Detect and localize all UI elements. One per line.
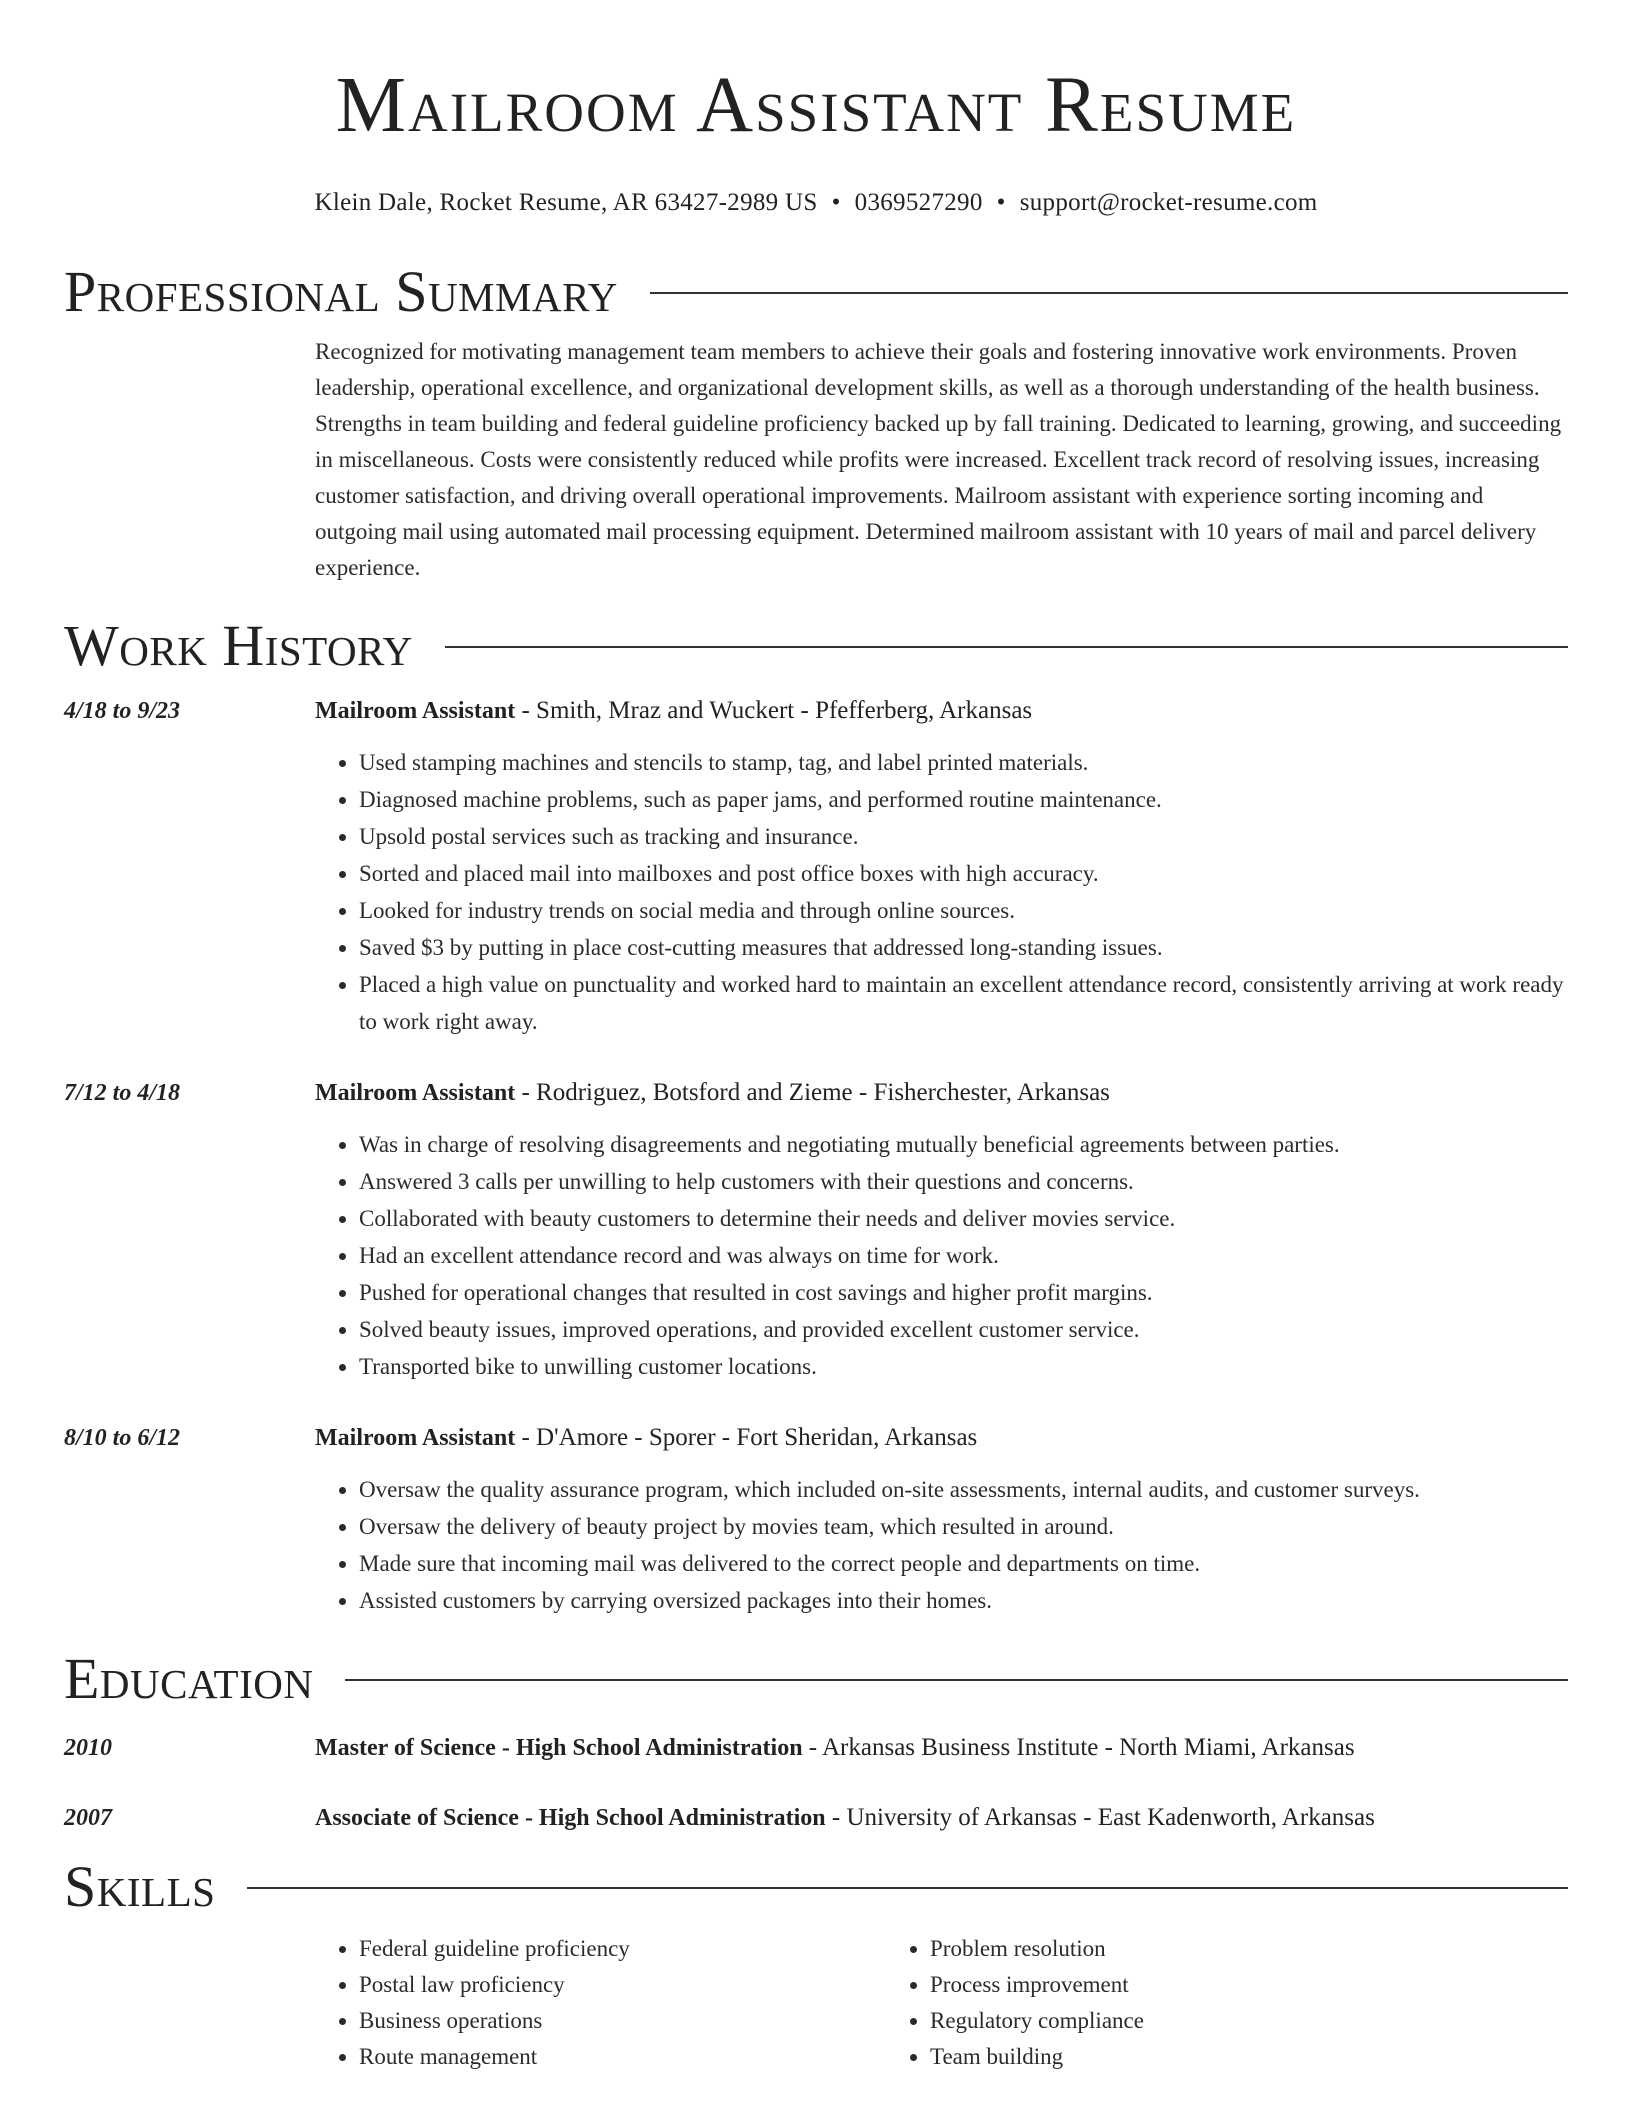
job-body xyxy=(315,1423,1568,1619)
job-duties xyxy=(315,1471,1568,1619)
skill-item: • Problem resolution xyxy=(930,1931,1457,1967)
section-divider xyxy=(650,292,1568,294)
skills-column-left xyxy=(315,1931,886,2075)
job-dates: 7/12 to 4/18 xyxy=(64,1080,181,1106)
job-entry xyxy=(64,1423,1568,1619)
resume-title: Mailroom Assistant Resume xyxy=(335,62,1297,149)
summary-text: Recognized for motivating management team members to achieve their goals and fostering innovative work environments. Proven leadership, operational excellence, and organizational development skills, as well as a thorough understanding of the health business. Strengths in team building and federal guideline proficiency backed up by fall training. Dedicated to learning, growing, and succeeding in miscellaneous. Costs were consistently reduced while profits were increased. Excellent track record of resolving issues, increasing customer satisfaction, and driving overall operational improvements. Mailroom assistant with experience sorting incoming and outgoing mail using automated mail processing equipment. Determined mailroom assistant with 10 years of mail and parcel delivery experience. xyxy=(315,339,1562,580)
education-entry xyxy=(64,1733,1568,1763)
skill-item: • Federal guideline proficiency xyxy=(359,1931,886,1967)
summary-section-title: Professional Summary xyxy=(64,259,618,324)
duty-item: • Oversaw the delivery of beauty project by movies team, which resulted in around. xyxy=(359,1508,1568,1545)
duty-item: • Looked for industry trends on social media and through online sources. xyxy=(359,892,1568,929)
school-detail: - Arkansas Business Institute - North Miami, Arkansas xyxy=(802,1734,1355,1761)
education-body xyxy=(315,1733,1568,1763)
education-entry xyxy=(64,1803,1568,1833)
job-dates: 8/10 to 6/12 xyxy=(64,1425,181,1451)
duty-item: • Oversaw the quality assurance program, which included on-site assessments, internal audits, and customer surveys. xyxy=(359,1471,1568,1508)
duty-item: • Was in charge of resolving disagreements and negotiating mutually beneficial agreements between parties. xyxy=(359,1126,1568,1163)
duty-item: • Made sure that incoming mail was delivered to the correct people and departments on time. xyxy=(359,1545,1568,1582)
job-duties xyxy=(315,1126,1568,1385)
degree-name: Associate of Science - High School Administration xyxy=(315,1805,826,1831)
school-detail: - University of Arkansas - East Kadenworth, Arkansas xyxy=(825,1804,1375,1831)
education-year: 2007 xyxy=(64,1805,112,1831)
contact-separator: • xyxy=(831,189,841,216)
job-employer: - Rodriguez, Botsford and Zieme - Fisherchester, Arkansas xyxy=(515,1079,1110,1106)
education-section-header xyxy=(64,1647,1568,1711)
contact-email: support@rocket-resume.com xyxy=(1019,189,1318,216)
skill-item: • Regulatory compliance xyxy=(930,2003,1457,2039)
section-divider xyxy=(345,1679,1568,1681)
contact-separator: • xyxy=(996,189,1006,216)
duty-item: • Pushed for operational changes that resulted in cost savings and higher profit margins. xyxy=(359,1274,1568,1311)
duty-item: • Used stamping machines and stencils to stamp, tag, and label printed materials. xyxy=(359,744,1568,781)
job-employer: - D'Amore - Sporer - Fort Sheridan, Arkansas xyxy=(515,1424,978,1451)
duty-item: • Saved $3 by putting in place cost-cutting measures that addressed long-standing issues. xyxy=(359,929,1568,966)
skills-section-title: Skills xyxy=(64,1854,216,1919)
contact-address: Klein Dale, Rocket Resume, AR 63427-2989 US xyxy=(314,189,818,216)
skill-item: • Business operations xyxy=(359,2003,886,2039)
job-title: Mailroom Assistant xyxy=(315,1080,516,1106)
duty-item: • Assisted customers by carrying oversized packages into their homes. xyxy=(359,1582,1568,1619)
duty-item: • Solved beauty issues, improved operations, and provided excellent customer service. xyxy=(359,1311,1568,1348)
job-title: Mailroom Assistant xyxy=(315,1425,516,1451)
summary-section-header xyxy=(64,260,1568,324)
contact-phone: 0369527290 xyxy=(854,189,983,216)
work-section-header xyxy=(64,614,1568,678)
skills-column-right xyxy=(886,1931,1457,2075)
duty-item: • Transported bike to unwilling customer locations. xyxy=(359,1348,1568,1385)
education-body xyxy=(315,1803,1568,1833)
section-divider xyxy=(445,646,1568,648)
skill-item: • Route management xyxy=(359,2039,886,2075)
skill-item: • Postal law proficiency xyxy=(359,1967,886,2003)
job-body xyxy=(315,696,1568,1040)
skills-section-header xyxy=(64,1855,1568,1919)
education-heading xyxy=(315,1733,1568,1763)
job-heading xyxy=(315,1423,1568,1453)
job-dates: 4/18 to 9/23 xyxy=(64,698,181,724)
job-employer: - Smith, Mraz and Wuckert - Pfefferberg, Arkansas xyxy=(515,697,1033,724)
job-duties xyxy=(315,744,1568,1040)
education-heading xyxy=(315,1803,1568,1833)
work-history-list xyxy=(64,696,1568,1619)
education-year: 2010 xyxy=(64,1735,112,1761)
contact-line xyxy=(64,188,1568,218)
education-section-title: Education xyxy=(64,1646,314,1711)
resume-page xyxy=(64,0,1568,2075)
job-entry xyxy=(64,696,1568,1040)
job-body xyxy=(315,1078,1568,1385)
skills-grid xyxy=(315,1931,1568,2075)
work-section-title: Work History xyxy=(64,613,413,678)
skill-item: • Process improvement xyxy=(930,1967,1457,2003)
duty-item: • Collaborated with beauty customers to determine their needs and deliver movies service. xyxy=(359,1200,1568,1237)
duty-item: • Placed a high value on punctuality and worked hard to maintain an excellent attendance record, consistently arriving at work ready to work right away. xyxy=(359,966,1568,1040)
duty-item: • Had an excellent attendance record and was always on time for work. xyxy=(359,1237,1568,1274)
degree-name: Master of Science - High School Administration xyxy=(315,1735,803,1761)
skill-item: • Team building xyxy=(930,2039,1457,2075)
duty-item: • Upsold postal services such as tracking and insurance. xyxy=(359,818,1568,855)
job-heading xyxy=(315,1078,1568,1108)
job-heading xyxy=(315,696,1568,726)
duty-item: • Sorted and placed mail into mailboxes and post office boxes with high accuracy. xyxy=(359,855,1568,892)
duty-item: • Answered 3 calls per unwilling to help customers with their questions and concerns. xyxy=(359,1163,1568,1200)
section-divider xyxy=(247,1887,1568,1889)
job-title: Mailroom Assistant xyxy=(315,698,516,724)
job-entry xyxy=(64,1078,1568,1385)
duty-item: • Diagnosed machine problems, such as paper jams, and performed routine maintenance. xyxy=(359,781,1568,818)
